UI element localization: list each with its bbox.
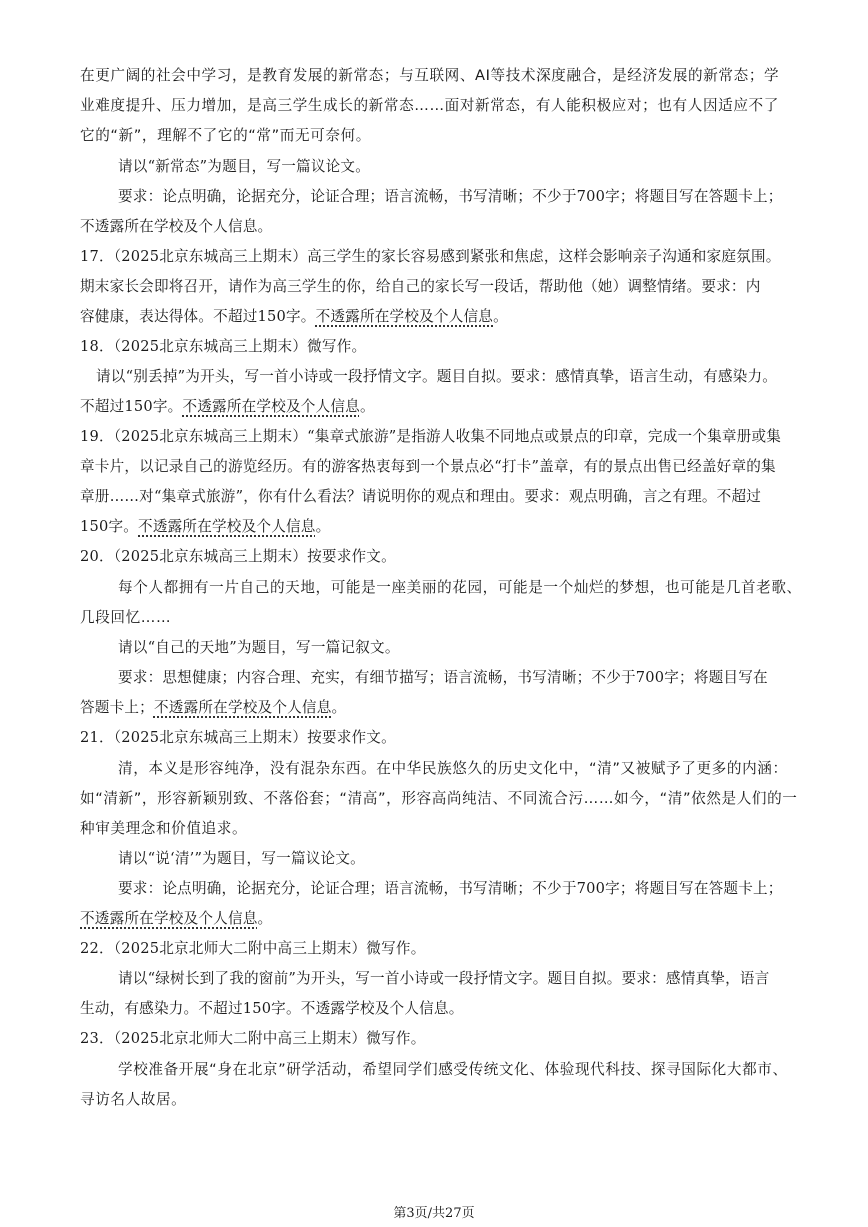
q18-emphasis: 不透露所在学校及个人信息 <box>182 398 360 415</box>
q22-heading: 22．（2025北京北师大二附中高三上期末）微写作。 <box>80 940 426 957</box>
q22-stem: 生动，有感染力。不超过150字。不透露学校及个人信息。 <box>80 1000 464 1017</box>
q19-stem: 19．（2025北京东城高三上期末）“集章式旅游”是指游人收集不同地点或景点的印章，完成一个集章册或集 <box>80 428 782 445</box>
q16-material-line: 在更广阔的社会中学习，是教育发展的新常态；与互联网、AI等技术深度融合，是经济发展的新常态；学 <box>80 67 780 84</box>
q17-period: 。 <box>493 308 508 325</box>
q16-material-line: 它的“新”，理解不了它的“常”而无可奈何。 <box>80 127 371 144</box>
q20-prompt: 请以“自己的天地”为题目，写一篇记叙文。 <box>118 639 400 656</box>
q21-material-line: 清，本义是形容纯净，没有混杂东西。在中华民族悠久的历史文化中，“清”又被赋予了更多的内涵： <box>118 760 788 777</box>
q19-stem <box>80 517 790 537</box>
q18-heading: 18．（2025北京东城高三上期末）微写作。 <box>80 338 367 355</box>
q23-heading: 23．（2025北京北师大二附中高三上期末）微写作。 <box>80 1030 426 1047</box>
q20-material-line: 每个人都拥有一片自己的天地，可能是一座美丽的花园，可能是一个灿烂的梦想，也可能是几首老歌、 <box>118 579 802 596</box>
q16-requirements: 不透露所在学校及个人信息。 <box>80 218 273 235</box>
q16-requirements: 要求：论点明确，论据充分，论证合理；语言流畅，书写清晰；不少于700字；将题目写在答题卡上； <box>118 188 783 205</box>
q18-period: 。 <box>359 398 375 415</box>
q16-prompt: 请以“新常态”为题目，写一篇议论文。 <box>118 158 371 175</box>
q19-period: 。 <box>315 518 331 535</box>
q21-period: 。 <box>257 910 273 927</box>
q17-stem: 期末家长会即将召开，请作为高三学生的你，给自己的家长写一段话，帮助他（她）调整情绪。要求：内 <box>80 278 761 295</box>
q21-material-line: 如“清新”，形容新颖别致、不落俗套；“清高”，形容高尚纯洁、不同流合污……如今，“清”依然是人们的一 <box>80 790 798 807</box>
q21-requirements <box>80 909 790 929</box>
q20-material-line: 几段回忆…… <box>80 609 172 626</box>
q19-text: 150字。 <box>80 518 139 535</box>
q21-material-line: 种审美理念和价值追求。 <box>80 820 248 837</box>
q21-emphasis: 不透露所在学校及个人信息 <box>80 910 258 927</box>
q19-emphasis: 不透露所在学校及个人信息 <box>138 518 316 535</box>
q18-text: 不超过150字。 <box>80 398 183 415</box>
q16-material-line: 业难度提升、压力增加，是高三学生成长的新常态……面对新常态，有人能积极应对；也有人因适应不了 <box>80 97 779 114</box>
page-number: 第3页/共27页 <box>393 1206 475 1221</box>
q20-requirements: 要求：思想健康；内容合理、充实，有细节描写；语言流畅，书写清晰；不少于700字；将题目写在 <box>118 669 768 686</box>
q21-requirements: 要求：论点明确，论据充分，论证合理；语言流畅，书写清晰；不少于700字；将题目写在答题卡上； <box>118 880 783 897</box>
q23-material-line: 寻访名人故居。 <box>80 1091 187 1108</box>
q20-heading: 20．（2025北京东城高三上期末）按要求作文。 <box>80 548 396 565</box>
q21-heading: 21．（2025北京东城高三上期末）按要求作文。 <box>80 729 396 746</box>
q20-requirements <box>80 698 790 718</box>
q17-stem <box>80 307 790 327</box>
q20-period: 。 <box>331 699 347 716</box>
q18-stem <box>80 397 790 417</box>
q21-prompt: 请以“说‘清’”为题目，写一篇议论文。 <box>118 850 365 867</box>
q22-stem: 请以“绿树长到了我的窗前”为开头，写一首小诗或一段抒情文字。题目自拟。要求：感情真挚，语言 <box>118 970 770 987</box>
q17-text: 容健康，表达得体。不超过150字。 <box>80 308 316 325</box>
q23-material-line: 学校准备开展“身在北京”研学活动，希望同学们感受传统文化、体验现代科技、探寻国际化大都市、 <box>118 1061 788 1078</box>
q20-emphasis: 不透露所在学校及个人信息 <box>153 699 332 716</box>
q19-stem: 章册……对“集章式旅游”，你有什么看法？请说明你的观点和理由。要求：观点明确，言之有理。不超过 <box>80 488 762 505</box>
q19-stem: 章卡片，以记录自己的游览经历。有的游客热衷每到一个景点必“打卡”盖章，有的景点出售已经盖好章的集 <box>80 458 776 475</box>
q17-emphasis: 不透露所在学校及个人信息 <box>315 308 494 325</box>
q17-stem: 17．（2025北京东城高三上期末）高三学生的家长容易感到紧张和焦虑，这样会影响亲子沟通和家庭氛围。 <box>80 248 781 265</box>
q18-stem: 请以“别丢掉”为开头，写一首小诗或一段抒情文字。题目自拟。要求：感情真挚，语言生动，有感染力。 <box>96 368 778 385</box>
q20-text: 答题卡上； <box>80 699 154 716</box>
